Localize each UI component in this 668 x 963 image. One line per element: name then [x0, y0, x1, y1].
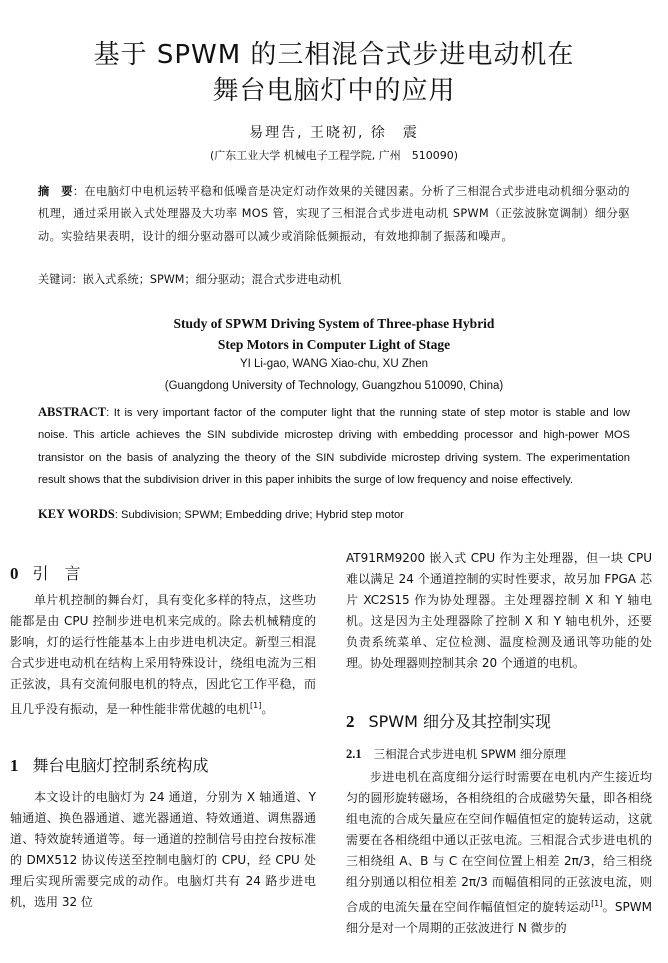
keywords-cn [38, 271, 630, 287]
abstract-en [38, 401, 630, 491]
section-0-ref: [1] [250, 701, 262, 710]
title-cn-line2: 舞台电脑灯中的应用 [212, 76, 456, 106]
section-0-body [10, 590, 316, 720]
keywords-en [38, 507, 630, 522]
section-0-heading [10, 561, 81, 584]
section-0-paragraph [10, 590, 316, 720]
section-1-body [10, 787, 316, 913]
abstract-cn-label: 摘 要 [38, 185, 73, 198]
section-2-heading [346, 709, 551, 732]
abstract-cn-text: ：在电脑灯中电机运转平稳和低噪音是决定灯动作效果的关键因素。分析了三相混合式步进电动机细分驱动的机理，通过采用嵌入式处理器及大功率 MOS 管，实现了三相混合式步进电动机 SPWM（正弦波脉宽调制）细分驱动。实验结果表明，设计的细分驱动器可以减少或消除低频振动，有效地抑制了振荡和噪声。 [38, 185, 631, 243]
right-column-top-paragraph: AT91RM9200 嵌入式 CPU 作为主处理器，但一块 CPU 难以满足 24 个通道控制的实时性要求，故另加 FPGA 芯片 XC2S15 作为协处理器。主处理器控制 X 和 Y 轴电机。这是因为主处理器除了控制 X 和 Y 轴电机外，还要负责系统菜单、定位检测、温度检测及通讯等功能的处理。协处理器则控制其余 20 个通道的电机。 [346, 551, 652, 670]
section-0-text: 单片机控制的舞台灯，具有变化多样的特点，这些功能都是由 CPU 控制步进电机来完成的。除去机械精度的影响，灯的运行性能基本上由步进电机决定。新型三相混合式步进电动机在结构上采用特殊设计，绕组电流为三相正弦波，具有交流伺服电机的特点，因此它工作平稳，而且几乎没有振动，是一种性能非常优越的电机 [10, 593, 316, 716]
section-2-number: 2 [346, 712, 355, 731]
affiliation-en: (Guangdong University of Technology, Guangzhou 510090, China) [164, 380, 504, 392]
title-en-line1: Study of SPWM Driving System of Three-phase Hybrid [173, 316, 495, 331]
title-cn-line1: 基于 SPWM 的三相混合式步进电动机在 [93, 40, 575, 70]
section-2-1-heading [346, 746, 566, 762]
section-0-title: 引 言 [32, 564, 81, 583]
section-2-1-text: 步进电机在高度细分运行时需要在电机内产生接近均匀的圆形旋转磁场，各相绕组的合成磁势矢量，即各相绕组电流的合成矢量应在空间作幅值恒定的旋转运动，这就需要在各相绕组中通以正弦电流。三相混合式步进电机的三相绕组 A、B 与 C 在空间位置上相差 2π/3，给三相绕组分别通以相位相差 2π/3 而幅值相同的正弦波电流，则合成的电流矢量在空间作幅值恒定的旋转运动 [346, 770, 652, 914]
section-1-heading [10, 753, 209, 776]
authors-en: YI Li-gao, WANG Xiao-chu, XU Zhen [239, 358, 429, 370]
section-1-title: 舞台电脑灯控制系统构成 [32, 756, 209, 775]
title-en-line2: Step Motors in Computer Light of Stage [217, 337, 451, 352]
affiliation-cn: (广东工业大学 机械电子工程学院, 广州 510090) [209, 149, 459, 162]
section-2-1-number: 2.1 [346, 747, 362, 761]
abstract-en-text: : It is very important factor of the computer light that the running state of step motor is stable and low noise. This article achieves the SIN subdivide microstep driving with embedding processor and high-power MOS transistor on the basis of analyzing the theory of the SIN subdivide microstep driving system. The experimentation result shows that the subdivision driver in this paper inhibits the surge of low frequency and noise effectively. [38, 407, 630, 486]
section-1-number: 1 [10, 756, 19, 775]
keywords-en-label: KEY WORDS [38, 507, 115, 521]
section-2-1-ref: [1] [591, 899, 603, 908]
authors-cn: 易理告, 王晓初, 徐 震 [249, 125, 419, 141]
abstract-cn [38, 181, 630, 248]
keywords-cn-text: ：嵌入式系统；SPWM；细分驱动；混合式步进电动机 [71, 273, 342, 286]
section-2-1-paragraph [346, 767, 652, 939]
section-2-1-end: 。SPWM 细分是对一个周期的正弦波进行 N 微步的 [346, 900, 652, 935]
keywords-cn-label: 关键词 [38, 273, 72, 286]
abstract-en-label: ABSTRACT [38, 405, 107, 419]
section-0-end: 。 [261, 702, 274, 716]
section-2-title: SPWM 细分及其控制实现 [368, 712, 552, 731]
section-1-paragraph: 本文设计的电脑灯为 24 通道，分别为 X 轴通道、Y 轴通道、换色器通道、遮光器通道、特效通道、调焦器通道、特效旋转通道等。每一通道的控制信号由控台按标准的 DMX512 协议传送至控制电脑灯的 CPU，经 CPU 处理后实现所需要完成的动作。电脑灯共有 24 路步进电机，选用 32 位 [10, 790, 316, 909]
right-column-top-body [346, 548, 652, 674]
section-0-number: 0 [10, 564, 19, 583]
section-2-1-title: 三相混合式步进电机 SPWM 细分原理 [373, 747, 566, 761]
keywords-en-text: : Subdivision; SPWM; Embedding drive; Hybrid step motor [114, 509, 404, 521]
section-2-1-body [346, 767, 652, 939]
